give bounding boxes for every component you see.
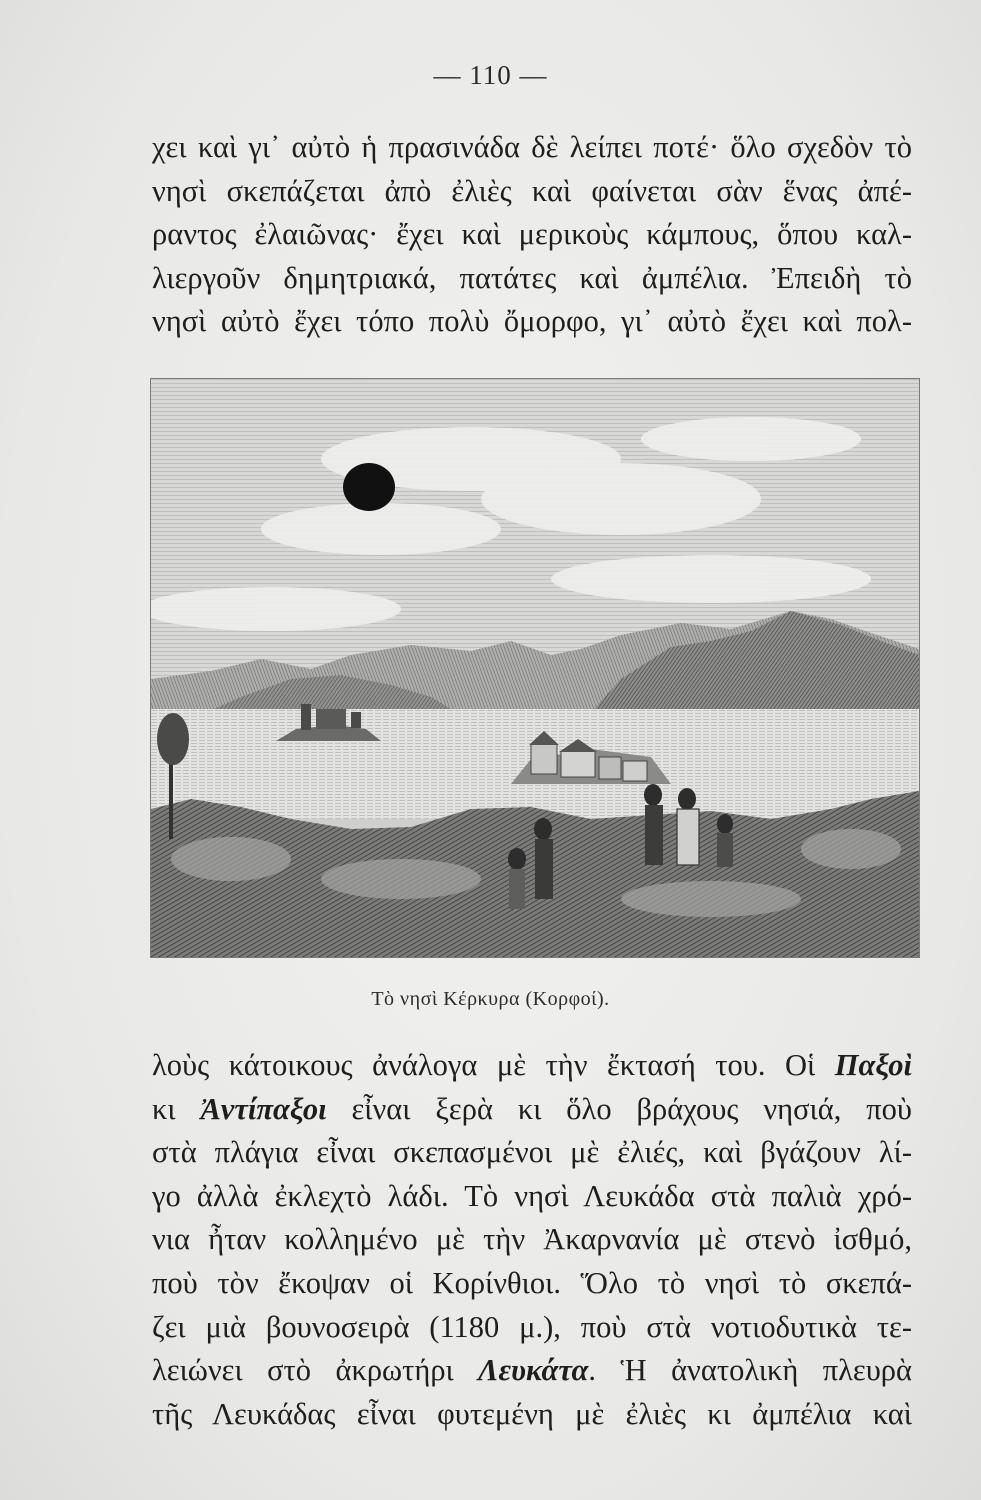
text-line: ζει μιὰ βουνοσειρὰ (1180 μ.), ποὺ στὰ νοτιοδυτικὰ τε- — [152, 1309, 912, 1344]
engraving-corfu-landscape — [150, 378, 920, 958]
text-line: χει καὶ γι᾽ αὐτὸ ἡ πρασινάδα δὲ λείπει ποτέ· ὅλο σχεδὸν τὸ — [152, 130, 912, 164]
landscape-drawing — [151, 379, 919, 957]
text-line: νησὶ σκεπάζεται ἀπὸ ἐλιὲς καὶ φαίνεται σὰν ἕνας ἀπέ- — [152, 173, 912, 208]
page-number: — 110 — — [433, 60, 548, 90]
text-run: λειώνει στὸ ἀκρωτήρι — [152, 1353, 479, 1388]
place-name-lefkata: Λευκάτα — [478, 1353, 589, 1388]
paragraph-bottom — [152, 1044, 912, 1436]
text-line: νησὶ αὐτὸ ἔχει τόπο πολὺ ὄμορφο, γι᾽ αὐτὸ ἔχει καὶ πολ- — [152, 304, 912, 339]
place-name-antipaxoi: Ἀντίπαξοι — [200, 1091, 327, 1126]
place-name-paxoi: Παξοὶ — [834, 1048, 912, 1082]
text-line: ραντος ἐλαιῶνας· ἔχει καὶ μερικοὺς κάμπους, ὅπου καλ- — [152, 217, 912, 252]
figure-caption: Τὸ νησὶ Κέρκυρα (Κορφοί). — [371, 988, 610, 1010]
text-run: κι — [152, 1091, 201, 1126]
text-line: στὰ πλάγια εἶναι σκεπασμένοι μὲ ἐλιές, καὶ βγάζουν λί- — [152, 1135, 912, 1170]
text-line — [152, 1044, 912, 1088]
text-line: τῆς Λευκάδας εἶναι φυτεμένη μὲ ἐλιὲς κι ἀμπέλια καὶ — [152, 1396, 912, 1431]
text-line: λιεργοῦν δημητριακά, πατάτες καὶ ἀμπέλια. Ἐπειδὴ τὸ — [152, 260, 912, 295]
paragraph-top — [152, 126, 912, 344]
text-line: ποὺ τὸν ἔκοψαν οἱ Κορίνθιοι. Ὅλο τὸ νησὶ τὸ σκεπά- — [152, 1265, 912, 1300]
ink-blot — [343, 463, 395, 511]
text-run: λοὺς κάτοικους ἀνάλογα μὲ τὴν ἔκτασή του. Οἱ — [152, 1048, 835, 1082]
text-run: . Ἡ ἀνατολικὴ πλευρὰ — [588, 1353, 912, 1388]
text-line — [152, 1088, 912, 1132]
text-run: εἶναι ξερὰ κι ὅλο βράχους νησιά, ποὺ — [326, 1091, 912, 1126]
text-line: νια ἦταν κολλημένο μὲ τὴν Ἀκαρνανία μὲ στενὸ ἰσθμό, — [152, 1222, 912, 1257]
text-line — [152, 1349, 912, 1393]
text-line: γο ἀλλὰ ἐκλεχτὸ λάδι. Τὸ νησὶ Λευκάδα στὰ παλιὰ χρό- — [152, 1178, 912, 1213]
